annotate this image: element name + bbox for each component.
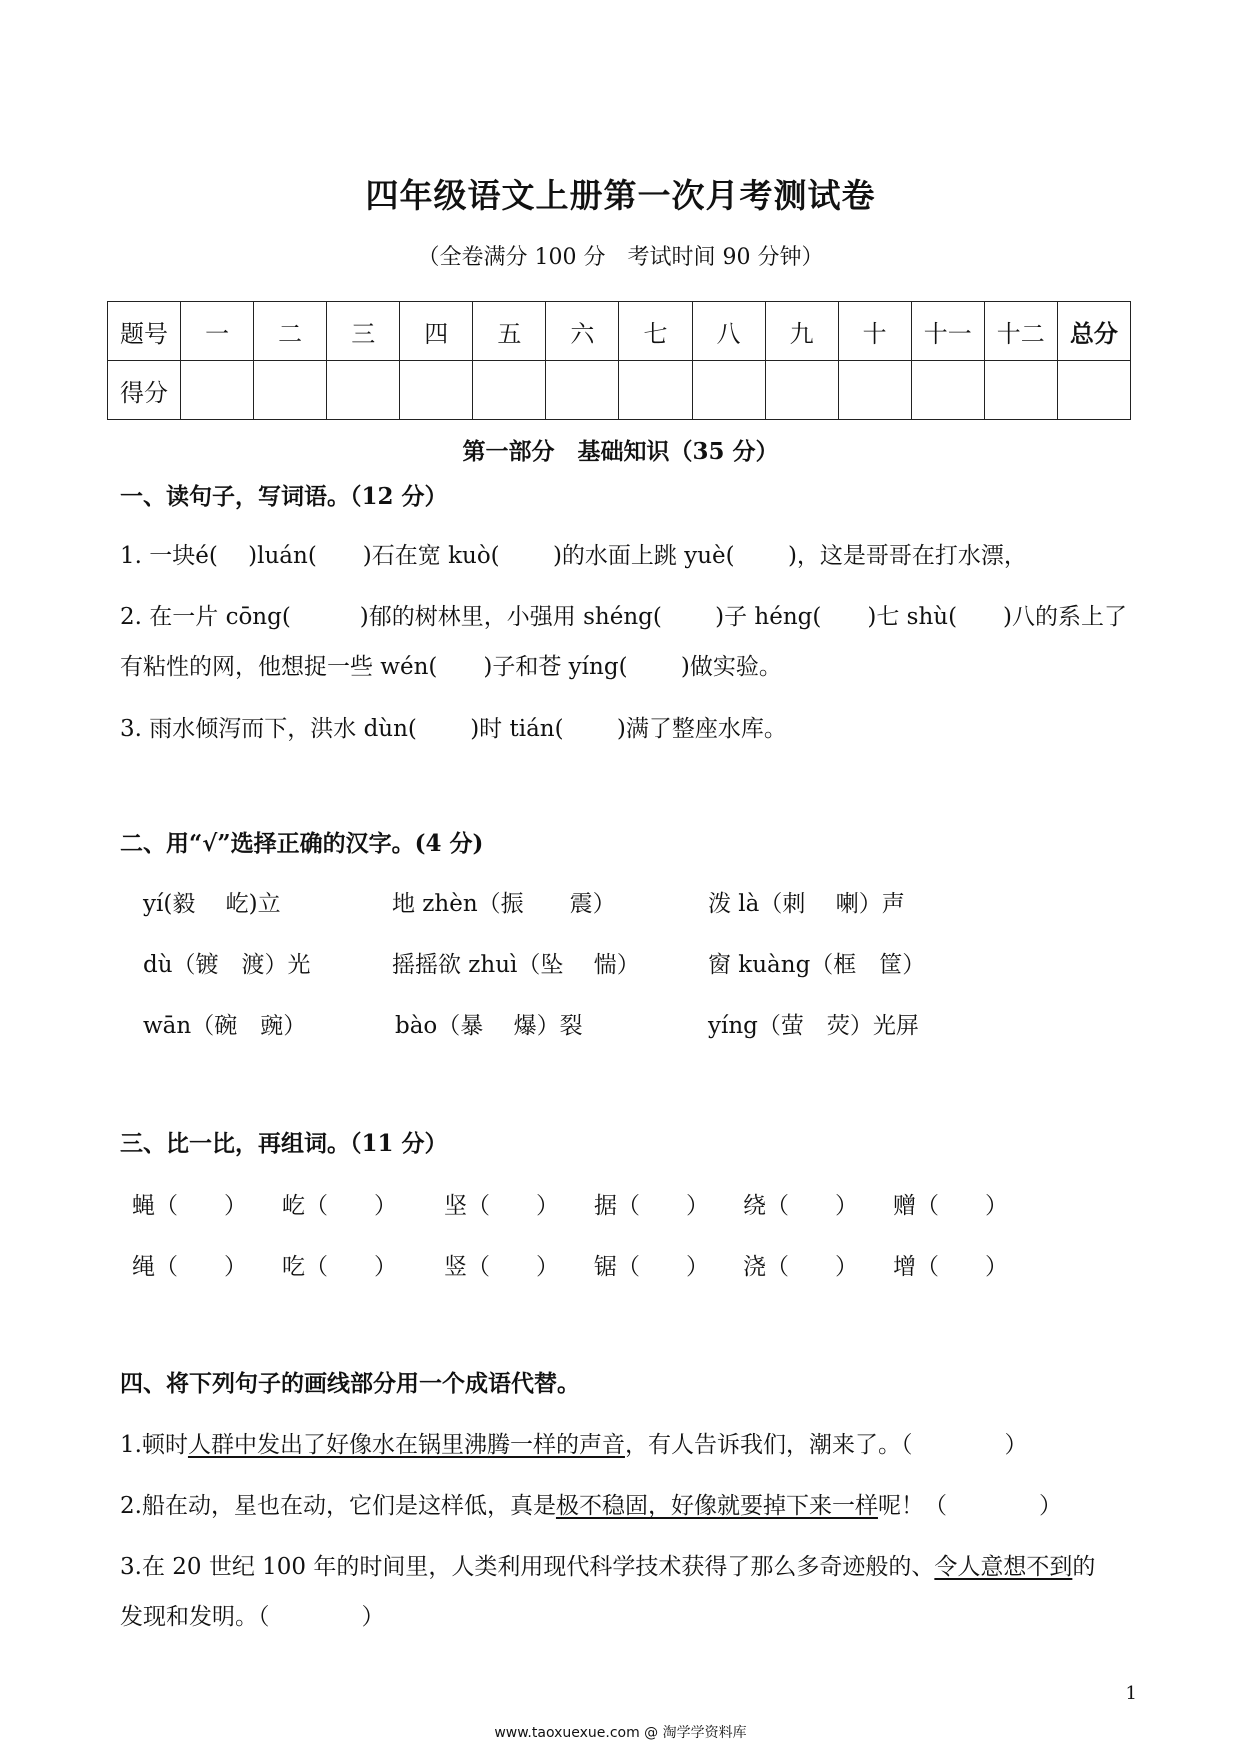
- score-entry-cell[interactable]: [619, 361, 692, 420]
- section-one-line-4: 3. 雨水倾泻而下，洪水 dùn( )时 tián( )满了整座水库。: [120, 716, 787, 742]
- word-group-item[interactable]: 绕（ ）: [743, 1193, 858, 1219]
- word-group-item[interactable]: 绳（ ）: [132, 1254, 247, 1280]
- question-text: 2.船在动，星也在动，它们是这样低，真是: [120, 1493, 556, 1519]
- section-four-question-3-continued: 发现和发明。（ ）: [120, 1604, 385, 1630]
- underlined-phrase: 极不稳固，好像就要掉下来一样: [555, 1493, 878, 1519]
- choice-item[interactable]: dù（镀 渡）光: [143, 952, 311, 978]
- section-one-line-1: 1. 一块é( )luán( )石在宽 kuò( )的水面上跳 yuè( )，这是哥哥在打水漂，: [120, 543, 1027, 569]
- score-entry-cell[interactable]: [692, 361, 765, 420]
- score-entry-cell[interactable]: [838, 361, 911, 420]
- score-cell: 题号: [108, 302, 181, 361]
- score-cell: 八: [692, 302, 765, 361]
- underlined-phrase: 令人意想不到: [934, 1554, 1073, 1580]
- score-cell: 得分: [108, 361, 181, 420]
- choice-item[interactable]: 摇摇欲 zhuì（坠 惴）: [392, 952, 640, 978]
- score-cell: 十二: [984, 302, 1057, 361]
- section-four-question-2: [120, 1487, 1062, 1520]
- choice-item[interactable]: 泼 là（刺 喇）声: [708, 891, 905, 917]
- choice-item[interactable]: 地 zhèn（振 震）: [392, 891, 616, 917]
- choice-item[interactable]: yí(毅 屹)立: [143, 891, 281, 917]
- score-cell: 四: [400, 302, 473, 361]
- score-entry-cell[interactable]: [400, 361, 473, 420]
- footer-watermark: www.taoxuexue.com @ 淘学学资料库: [494, 1725, 747, 1741]
- score-cell: 五: [473, 302, 546, 361]
- question-text: 1.顿时: [120, 1432, 188, 1458]
- choice-item[interactable]: yíng（萤 荧）光屏: [708, 1013, 919, 1039]
- page-number: 1: [1125, 1683, 1137, 1704]
- score-table-score-row: [108, 361, 1131, 420]
- part-one-title: 第一部分 基础知识（35 分）: [462, 438, 779, 465]
- word-group-item[interactable]: 增（ ）: [893, 1254, 1008, 1280]
- word-group-item[interactable]: 竖（ ）: [444, 1254, 559, 1280]
- section-one-heading: 一、读句子，写词语。（12 分）: [120, 483, 448, 510]
- score-table: [107, 301, 1131, 420]
- score-entry-cell[interactable]: [911, 361, 984, 420]
- score-entry-cell[interactable]: [254, 361, 327, 420]
- word-group-item[interactable]: 据（ ）: [594, 1193, 709, 1219]
- choice-item[interactable]: 窗 kuàng（框 筐）: [708, 952, 926, 978]
- section-three-heading: 三、比一比，再组词。（11 分）: [120, 1130, 448, 1157]
- section-four-heading: 四、将下列句子的画线部分用一个成语代替。: [120, 1370, 580, 1397]
- question-text: 的: [1072, 1554, 1096, 1580]
- score-cell: 七: [619, 302, 692, 361]
- section-four-question-3: [120, 1548, 1095, 1581]
- question-text: ，有人告诉我们，潮来了。（ ）: [624, 1432, 1028, 1458]
- section-one-line-3: 有粘性的网，他想捉一些 wén( )子和苍 yíng( )做实验。: [120, 654, 782, 680]
- word-group-item[interactable]: 锯（ ）: [594, 1254, 709, 1280]
- choice-item[interactable]: bào（暴 爆）裂: [395, 1013, 583, 1039]
- score-entry-cell[interactable]: [984, 361, 1057, 420]
- word-group-item[interactable]: 屹（ ）: [282, 1193, 397, 1219]
- score-entry-cell[interactable]: [765, 361, 838, 420]
- score-entry-cell[interactable]: [1057, 361, 1130, 420]
- word-group-item[interactable]: 吃（ ）: [282, 1254, 397, 1280]
- word-group-item[interactable]: 坚（ ）: [444, 1193, 559, 1219]
- score-cell: 十: [838, 302, 911, 361]
- question-text: 呢！（ ）: [877, 1493, 1062, 1519]
- score-entry-cell[interactable]: [181, 361, 254, 420]
- word-group-item[interactable]: 浇（ ）: [743, 1254, 858, 1280]
- choice-item[interactable]: wān（碗 豌）: [143, 1013, 307, 1039]
- score-cell: 三: [327, 302, 400, 361]
- section-four-question-1: [120, 1426, 1027, 1459]
- score-cell: 二: [254, 302, 327, 361]
- score-table-header-row: [108, 302, 1131, 361]
- score-cell: 一: [181, 302, 254, 361]
- score-cell: 九: [765, 302, 838, 361]
- underlined-phrase: 人群中发出了好像水在锅里沸腾一样的声音: [187, 1432, 625, 1458]
- score-cell: 六: [546, 302, 619, 361]
- word-group-item[interactable]: 赠（ ）: [893, 1193, 1008, 1219]
- section-one-line-2: 2. 在一片 cōng( )郁的树林里，小强用 shéng( )子 héng( )七 shù( )八的系上了: [120, 604, 1128, 630]
- score-entry-cell[interactable]: [327, 361, 400, 420]
- exam-title: 四年级语文上册第一次月考测试卷: [365, 176, 876, 215]
- score-cell: 十一: [911, 302, 984, 361]
- question-text: 3.在 20 世纪 100 年的时间里，人类利用现代科学技术获得了那么多奇迹般的、: [120, 1554, 935, 1580]
- score-cell-total: 总分: [1057, 302, 1130, 361]
- score-entry-cell[interactable]: [473, 361, 546, 420]
- word-group-item[interactable]: 蝇（ ）: [132, 1193, 247, 1219]
- exam-subtitle: （全卷满分 100 分 考试时间 90 分钟）: [417, 245, 824, 270]
- score-entry-cell[interactable]: [546, 361, 619, 420]
- section-two-heading: 二、用“√”选择正确的汉字。(4 分): [120, 830, 484, 857]
